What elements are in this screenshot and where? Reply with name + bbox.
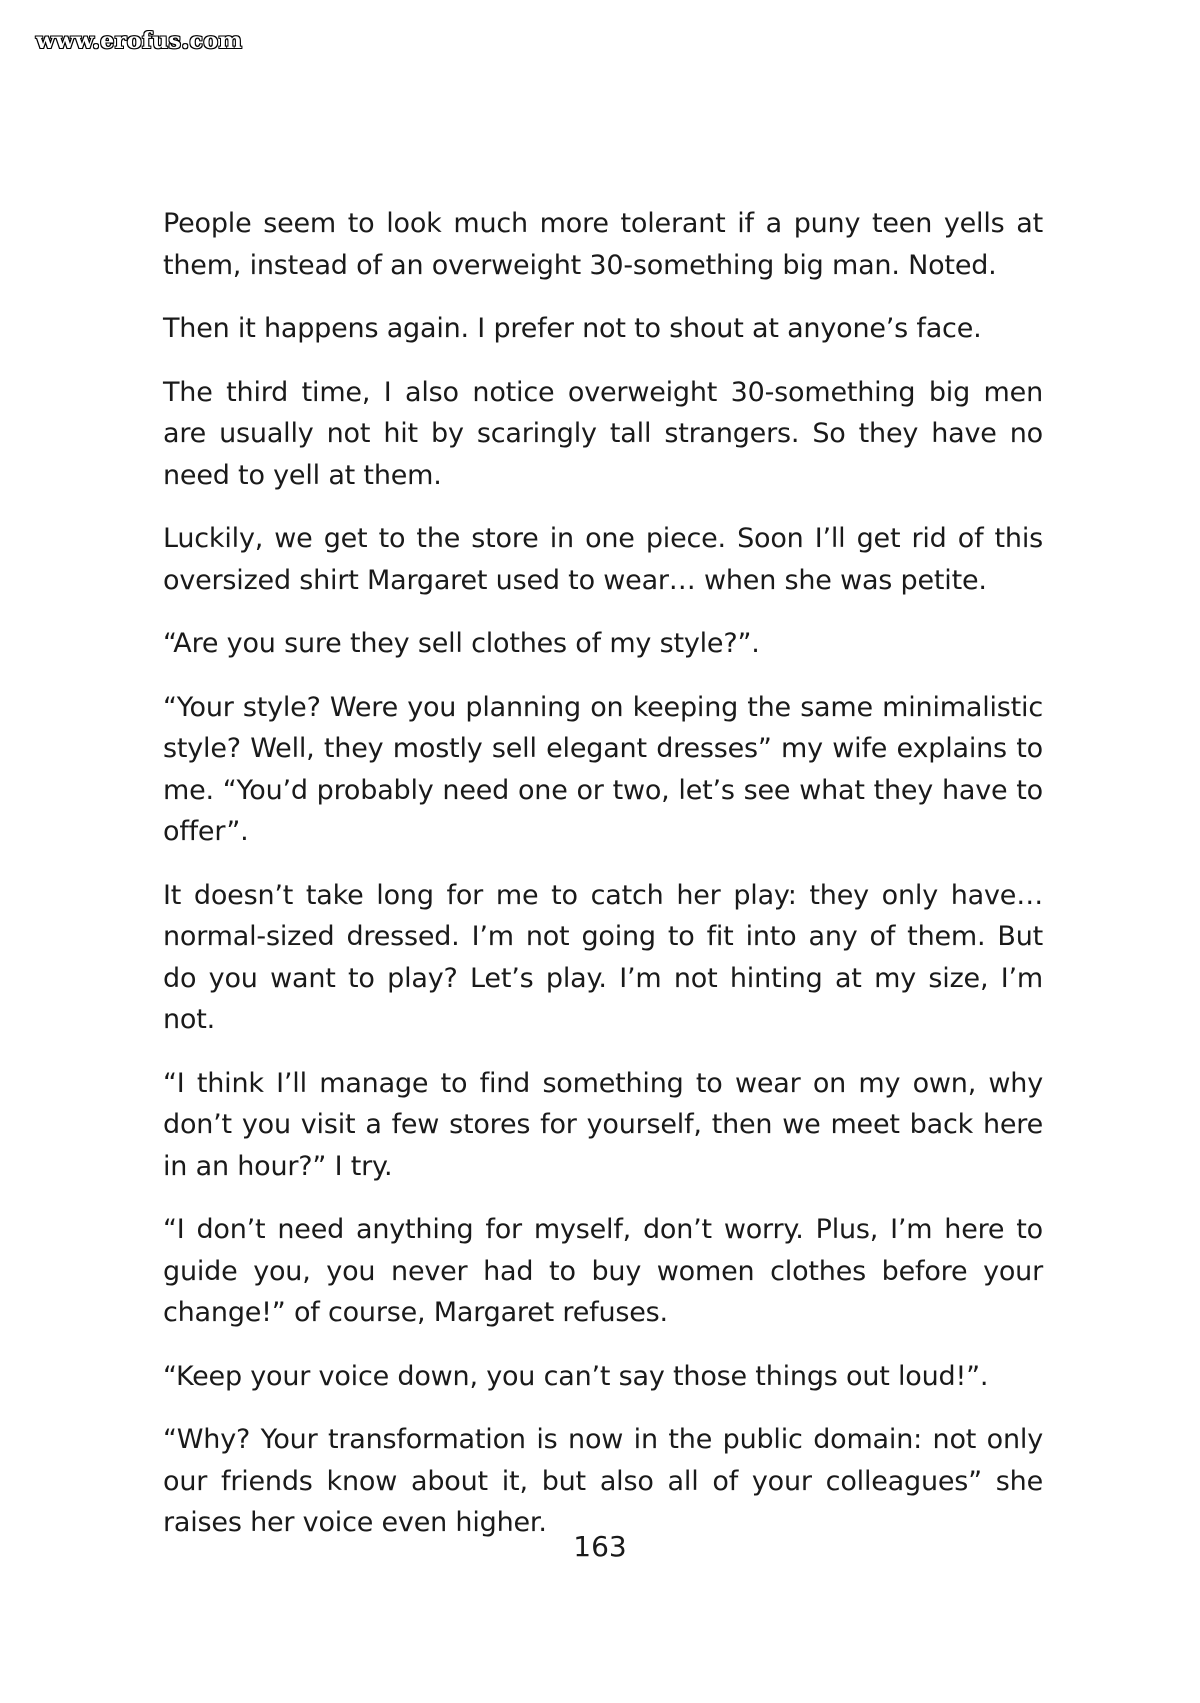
page-body bbox=[163, 203, 1043, 1566]
paragraph: Luckily, we get to the store in one piece. Soon I’ll get rid of this oversized shirt Margaret used to wear… when she was petite. bbox=[163, 523, 1043, 596]
paragraph: The third time, I also notice overweight 30-something big men are usually not hit by scaringly tall strangers. So they have no need to yell at them. bbox=[163, 376, 1043, 491]
watermark: www.erofus.com bbox=[36, 28, 243, 54]
paragraph: Then it happens again. I prefer not to shout at anyone’s face. bbox=[163, 313, 982, 344]
paragraph: It doesn’t take long for me to catch her play: they only have… normal-sized dressed. I’m not going to fit into any of them. But do you want to play? Let’s play. I’m not hinting at my size, I’m not. bbox=[163, 879, 1043, 1035]
paragraph: People seem to look much more tolerant if a puny teen yells at them, instead of an overweight 30-something big man. Noted. bbox=[163, 208, 1043, 281]
paragraph: “Keep your voice down, you can’t say those things out loud!”. bbox=[163, 1360, 989, 1392]
paragraph: “Your style? Were you planning on keeping the same minimalistic style? Well, they mostly sell elegant dresses” my wife explains to me. “You’d probably need one or two, let’s see what they have to offer”. bbox=[163, 691, 1043, 847]
paragraph: “Are you sure they sell clothes of my style?”. bbox=[163, 628, 760, 659]
paragraph: “I think I’ll manage to find something to wear on my own, why don’t you visit a few stores for yourself, then we meet back here in an hour?” I try. bbox=[163, 1067, 1043, 1182]
paragraph: “Why? Your transformation is now in the public domain: not only our friends know about it, but also all of your colleagues” she raises her voice even higher. bbox=[163, 1424, 1043, 1538]
paragraph: “I don’t need anything for myself, don’t worry. Plus, I’m here to guide you, you never had to buy women clothes before your change!” of course, Margaret refuses. bbox=[163, 1214, 1043, 1328]
page-number: 163 bbox=[573, 1530, 627, 1563]
